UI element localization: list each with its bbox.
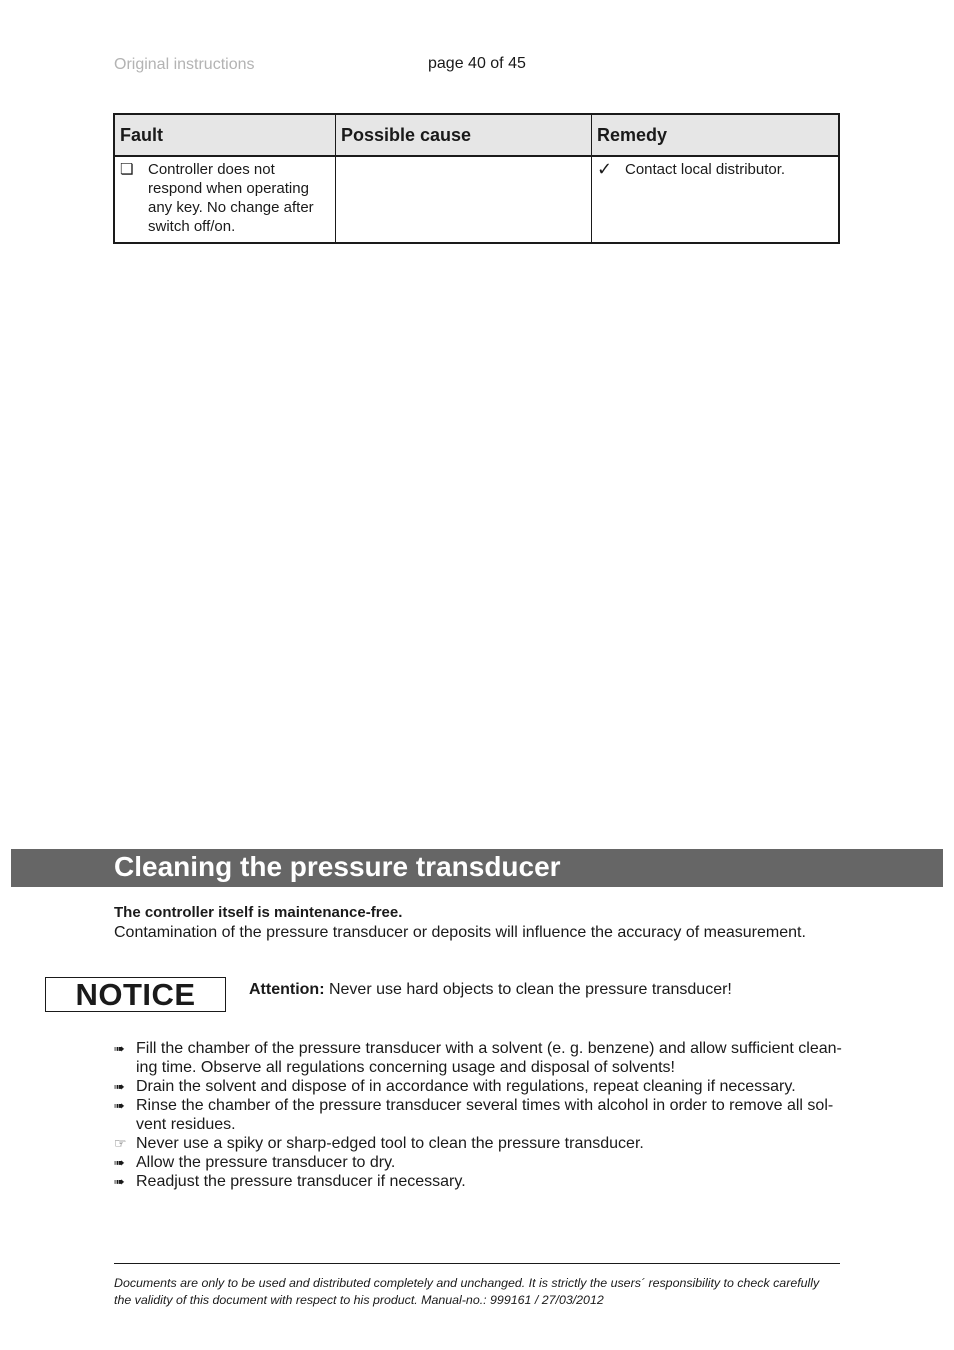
page-number: page 40 of 45 bbox=[428, 55, 526, 72]
column-header-possible-cause: Possible cause bbox=[336, 114, 592, 156]
fault-text: Controller does not respond when operating any key. No change after switch off/on. bbox=[148, 161, 314, 235]
step-text: Never use a spiky or sharp-edged tool to clean the pressure transducer. bbox=[136, 1135, 644, 1152]
list-item bbox=[114, 1134, 842, 1153]
arrow-right-icon: ➠ bbox=[114, 1098, 125, 1113]
column-header-remedy: Remedy bbox=[592, 114, 840, 156]
cleaning-steps-list bbox=[114, 1039, 842, 1191]
remedy-text: Contact local distributor. bbox=[625, 161, 786, 178]
list-item bbox=[114, 1153, 842, 1172]
cause-cell bbox=[336, 156, 592, 243]
section-title: Cleaning the pressure transducer bbox=[114, 851, 561, 882]
list-item bbox=[114, 1077, 842, 1096]
footer-disclaimer bbox=[114, 1275, 854, 1309]
footer-line-1: Documents are only to be used and distributed completely and unchanged. It is strictly the users´ responsibility to check carefully bbox=[114, 1276, 820, 1290]
step-text: Allow the pressure transducer to dry. bbox=[136, 1154, 396, 1171]
table-row bbox=[114, 156, 839, 243]
arrow-right-icon: ➠ bbox=[114, 1079, 125, 1094]
step-text: Fill the chamber of the pressure transducer with a solvent (e. g. benzene) and allow sufficient clean-ing time. Observe all regulations concerning usage and disposal of solvents! bbox=[136, 1040, 842, 1076]
contamination-statement: Contamination of the pressure transducer or deposits will influence the accuracy of measurement. bbox=[114, 924, 806, 941]
checkmark-icon: ✓ bbox=[597, 159, 613, 179]
header-document-type: Original instructions bbox=[114, 56, 255, 73]
attention-text: Never use hard objects to clean the pressure transducer! bbox=[324, 981, 732, 998]
arrow-right-icon: ➠ bbox=[114, 1155, 125, 1170]
step-text: Readjust the pressure transducer if necessary. bbox=[136, 1173, 466, 1190]
arrow-right-icon: ➠ bbox=[114, 1174, 125, 1189]
section-heading-bar bbox=[11, 849, 943, 887]
step-text: Drain the solvent and dispose of in accordance with regulations, repeat cleaning if necessary. bbox=[136, 1078, 796, 1095]
list-item bbox=[114, 1172, 842, 1191]
list-item bbox=[114, 1096, 842, 1134]
footer-divider bbox=[114, 1263, 840, 1264]
attention-label: Attention: bbox=[249, 981, 325, 998]
table-header-row bbox=[114, 114, 839, 156]
notice-message bbox=[249, 981, 732, 999]
column-header-fault: Fault bbox=[114, 114, 336, 156]
arrow-right-icon: ➠ bbox=[114, 1041, 125, 1056]
remedy-cell bbox=[592, 156, 840, 243]
fault-table bbox=[113, 113, 840, 244]
pointing-hand-icon: ☞ bbox=[114, 1135, 127, 1151]
step-text: Rinse the chamber of the pressure transducer several times with alcohol in order to remove all sol-vent residues. bbox=[136, 1097, 834, 1133]
footer-line-2: the validity of this document with respect to his product. Manual-no.: 999161 / 27/03/2012 bbox=[114, 1293, 604, 1307]
notice-label: NOTICE bbox=[45, 977, 226, 1012]
checkbox-square-icon: ❏ bbox=[120, 161, 134, 178]
fault-cell bbox=[114, 156, 336, 243]
list-item bbox=[114, 1039, 842, 1077]
maintenance-free-statement: The controller itself is maintenance-free. bbox=[114, 904, 403, 921]
